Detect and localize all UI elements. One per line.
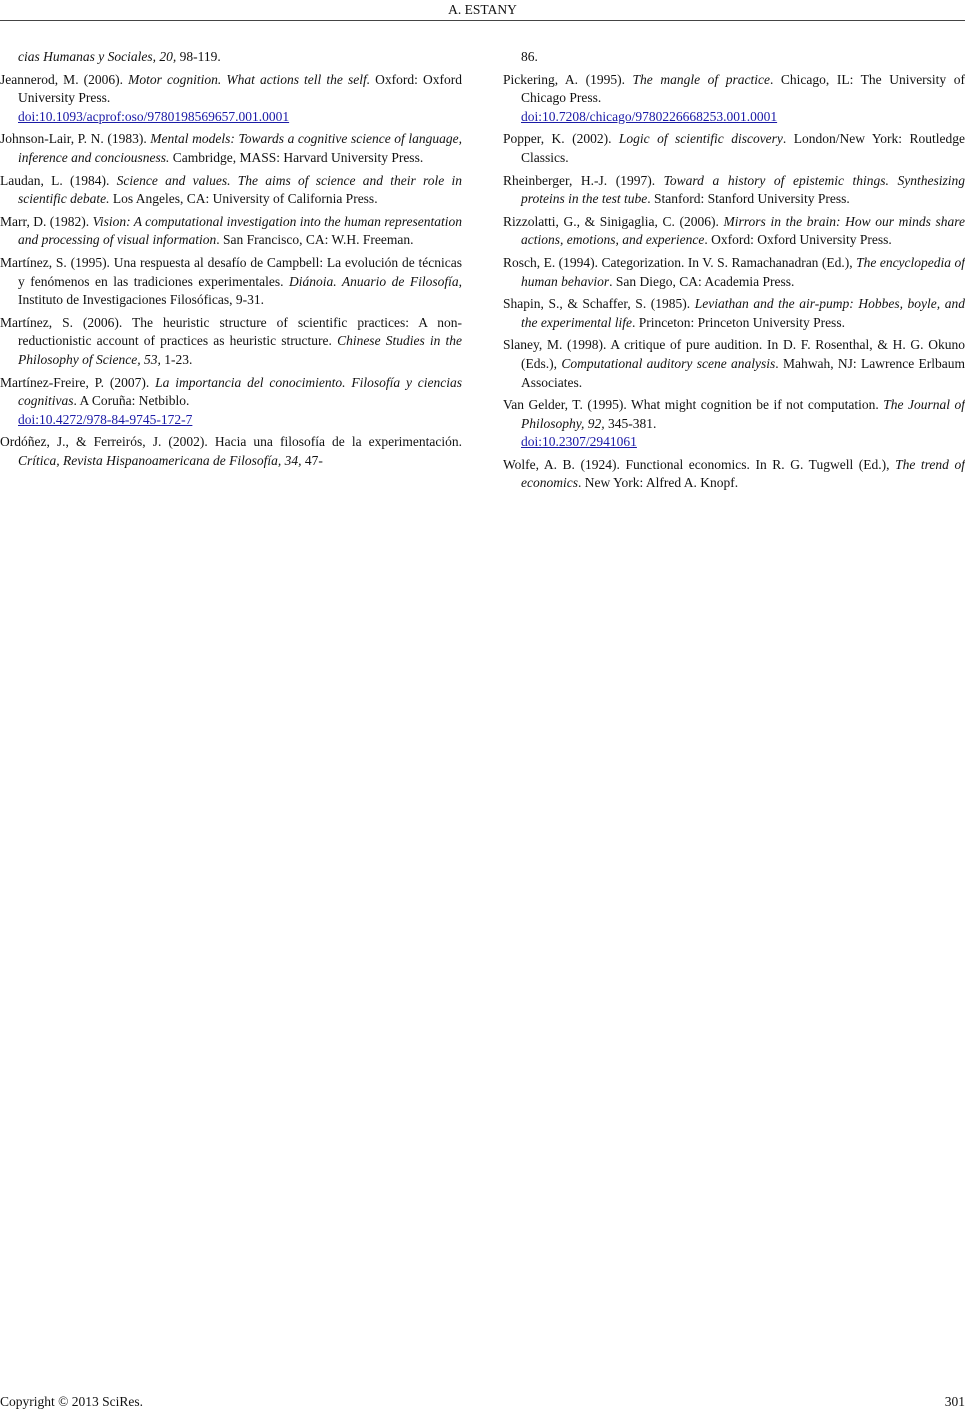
reference-entry: Van Gelder, T. (1995). What might cognition be if not computation. The Journal of Philosophy, 92, 345-381. doi:10.2307/2941061 [503, 396, 965, 452]
reference-entry: Laudan, L. (1984). Science and values. The aims of science and their role in scientific debate. Los Angeles, CA: University of California Press. [0, 172, 462, 207]
doi-link[interactable]: doi:10.4272/978-84-9745-172-7 [18, 411, 193, 427]
reference-entry: Marr, D. (1982). Vision: A computational investigation into the human representation and processing of visual information. San Francisco, CA: W.H. Freeman. [0, 213, 462, 248]
footer-page-number: 301 [944, 1394, 965, 1409]
reference-entry: Martínez-Freire, P. (2007). La importancia del conocimiento. Filosofía y ciencias cognitivas. A Coruña: Netbiblo. doi:10.4272/978-84-9745-172-7 [0, 374, 462, 430]
doi-link[interactable]: doi:10.2307/2941061 [521, 434, 637, 450]
running-title: A. ESTANY [448, 2, 517, 17]
reference-entry: Martínez, S. (2006). The heuristic structure of scientific practices: A non-reductionistic account of practices as heuristic structure. Chinese Studies in the Philosophy of Science, 53, 1-23. [0, 314, 462, 367]
reference-entry: Slaney, M. (1998). A critique of pure audition. In D. F. Rosenthal, & H. G. Okuno (Eds.), Computational auditory scene analysis. Mahwah, NJ: Lawrence Erlbaum Associates. [503, 337, 965, 390]
reference-continuation: cias Humanas y Sociales, 20, 98-119. [18, 49, 221, 64]
reference-entry: Rheinberger, H.-J. (1997). Toward a history of epistemic things. Synthesizing proteins in the test tube. Stanford: Stanford University Press. [503, 172, 965, 207]
reference-entry: Wolfe, A. B. (1924). Functional economics. In R. G. Tugwell (Ed.), The trend of economics. New York: Alfred A. Knopf. [503, 456, 965, 491]
reference-entry: Shapin, S., & Schaffer, S. (1985). Leviathan and the air-pump: Hobbes, boyle, and the experimental life. Princeton: Princeton University Press. [503, 296, 965, 330]
footer-copyright: Copyright © 2013 SciRes. [0, 1394, 144, 1409]
reference-entry: Rizzolatti, G., & Sinigaglia, C. (2006). Mirrors in the brain: How our minds share actions, emotions, and experience. Oxford: Oxford University Press. [503, 213, 965, 248]
reference-continuation: 86. [521, 49, 538, 64]
running-header [0, 0, 965, 21]
doi-link[interactable]: doi:10.1093/acprof:oso/9780198569657.001.0001 [18, 108, 290, 124]
reference-entry: Martínez, S. (1995). Una respuesta al desafío de Campbell: La evolución de técnicas y fenómenos en las tradiciones experimentales. Diánoia. Anuario de Filosofía, Instituto de Investigaciones Filosóficas, 9-31. [0, 254, 462, 308]
references-left-column [0, 48, 462, 474]
doi-link[interactable]: doi:10.7208/chicago/9780226668253.001.0001 [521, 108, 778, 124]
reference-entry: Popper, K. (2002). Logic of scientific discovery. London/New York: Routledge Classics. [503, 131, 965, 165]
reference-entry: Jeannerod, M. (2006). Motor cognition. What actions tell the self. Oxford: Oxford University Press. doi:10.1093/acprof:oso/9780198569657.001.0001 [0, 71, 462, 127]
reference-entry: Pickering, A. (1995). The mangle of practice. Chicago, IL: The University of Chicago Press. doi:10.7208/chicago/9780226668253.001.0001 [503, 71, 965, 127]
reference-entry: Rosch, E. (1994). Categorization. In V. S. Ramachanadran (Ed.), The encyclopedia of human behavior. San Diego, CA: Academia Press. [503, 254, 965, 289]
reference-entry: Johnson-Lair, P. N. (1983). Mental models: Towards a cognitive science of language, inference and conciousness. Cambridge, MASS: Harvard University Press. [0, 131, 462, 165]
references-right-column [503, 48, 965, 497]
reference-entry: Ordóñez, J., & Ferreirós, J. (2002). Hacia una filosofía de la experimentación. Crítica, Revista Hispanoamericana de Filosofía, 34, 47- [0, 434, 462, 468]
